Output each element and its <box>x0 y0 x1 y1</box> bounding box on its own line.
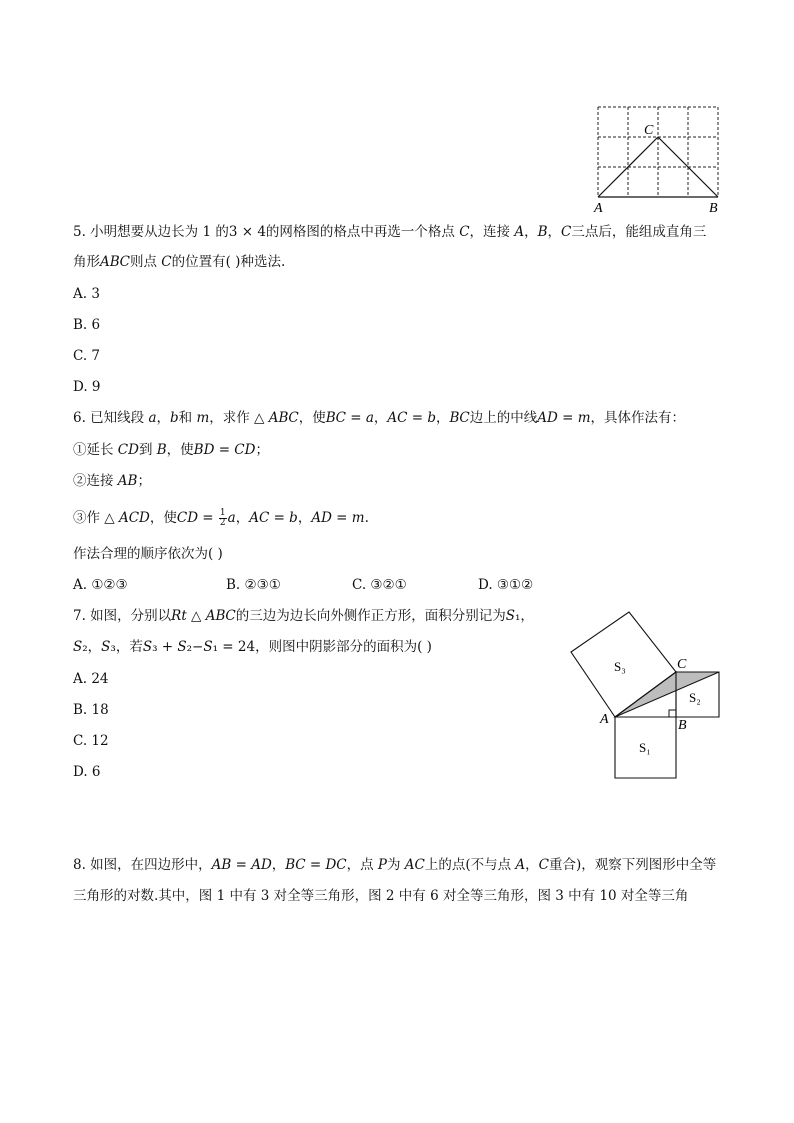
right-angle-mark <box>669 710 676 717</box>
q6-step3-prefix: ③作 △ 𝐴𝐶𝐷，使𝐶𝐷 = <box>73 510 218 526</box>
label-s1: S₁ <box>639 740 651 755</box>
q5-option-b[interactable]: B. 6 <box>73 317 101 333</box>
q7-squares-figure <box>565 605 740 790</box>
q5-stem-line1: 5. 小明想要从边长为 1 的3 × 4的网格图的格点中再选一个格点 𝐶，连接 𝐴，𝐵，𝐶三点后，能组成直角三 <box>73 224 707 240</box>
label-b: B <box>678 718 687 733</box>
fraction-numerator: 1 <box>219 508 226 518</box>
q6-step3-suffix: 𝑎，𝐴𝐶 = 𝑏，𝐴𝐷 = 𝑚. <box>227 510 369 526</box>
label-s2: S₂ <box>689 690 701 705</box>
q6-step-1: ①延长 𝐶𝐷到 𝐵，使𝐵𝐷 = 𝐶𝐷； <box>73 442 269 458</box>
q7-stem-line1: 7. 如图，分别以𝑅𝑡 △ 𝐴𝐵𝐶的三边为边长向外侧作正方形，面积分别记为𝑆₁， <box>73 608 534 624</box>
grid-lines <box>598 107 718 197</box>
q5-grid-figure <box>590 100 725 218</box>
q5-option-a[interactable]: A. 3 <box>73 286 100 302</box>
fraction-one-half <box>219 509 227 528</box>
q6-option-b[interactable]: B. ②③① <box>226 577 281 593</box>
label-c: C <box>644 123 654 138</box>
fraction-denominator: 2 <box>219 518 226 528</box>
q7-option-c[interactable]: C. 12 <box>73 733 109 749</box>
q8-stem-line1: 8. 如图，在四边形中，𝐴𝐵 = 𝐴𝐷，𝐵𝐶 = 𝐷𝐶，点 𝑃为 𝐴𝐶上的点(不与点 𝐴，𝐶重合)，观察下列图形中全等 <box>73 857 717 873</box>
q7-option-d[interactable]: D. 6 <box>73 764 101 780</box>
q7-option-b[interactable]: B. 18 <box>73 702 109 718</box>
label-a: A <box>594 201 603 216</box>
q7-stem-line2: 𝑆₂，𝑆₃，若𝑆₃ + 𝑆₂−𝑆₁ = 24，则图中阴影部分的面积为( ) <box>73 639 432 655</box>
q5-stem-line2: 角形𝐴𝐵𝐶则点 𝐶的位置有( )种选法. <box>73 254 286 270</box>
q6-option-d[interactable]: D. ③①② <box>478 577 534 593</box>
label-b: B <box>709 201 718 216</box>
label-c: C <box>677 657 687 672</box>
q6-option-a[interactable]: A. ①②③ <box>73 577 128 593</box>
label-a: A <box>600 712 609 727</box>
q6-option-c[interactable]: C. ③②① <box>352 577 407 593</box>
label-s3: S₃ <box>614 659 626 674</box>
q5-option-d[interactable]: D. 9 <box>73 379 101 395</box>
q6-step-3 <box>73 508 369 528</box>
q6-question: 作法合理的顺序依次为( ) <box>73 546 223 562</box>
q8-stem-line2: 三角形的对数.其中，图 1 中有 3 对全等三角形，图 2 中有 6 对全等三角形，图 3 中有 10 对全等三角 <box>73 888 689 904</box>
q6-stem-line1: 6. 已知线段 𝑎，𝑏和 𝑚，求作 △ 𝐴𝐵𝐶，使𝐵𝐶 = 𝑎，𝐴𝐶 = 𝑏，𝐵𝐶边上的中线𝐴𝐷 = 𝑚，具体作法有： <box>73 410 686 426</box>
q7-option-a[interactable]: A. 24 <box>73 671 109 687</box>
q5-option-c[interactable]: C. 7 <box>73 348 101 364</box>
q6-step-2: ②连接 𝐴𝐵； <box>73 473 151 489</box>
